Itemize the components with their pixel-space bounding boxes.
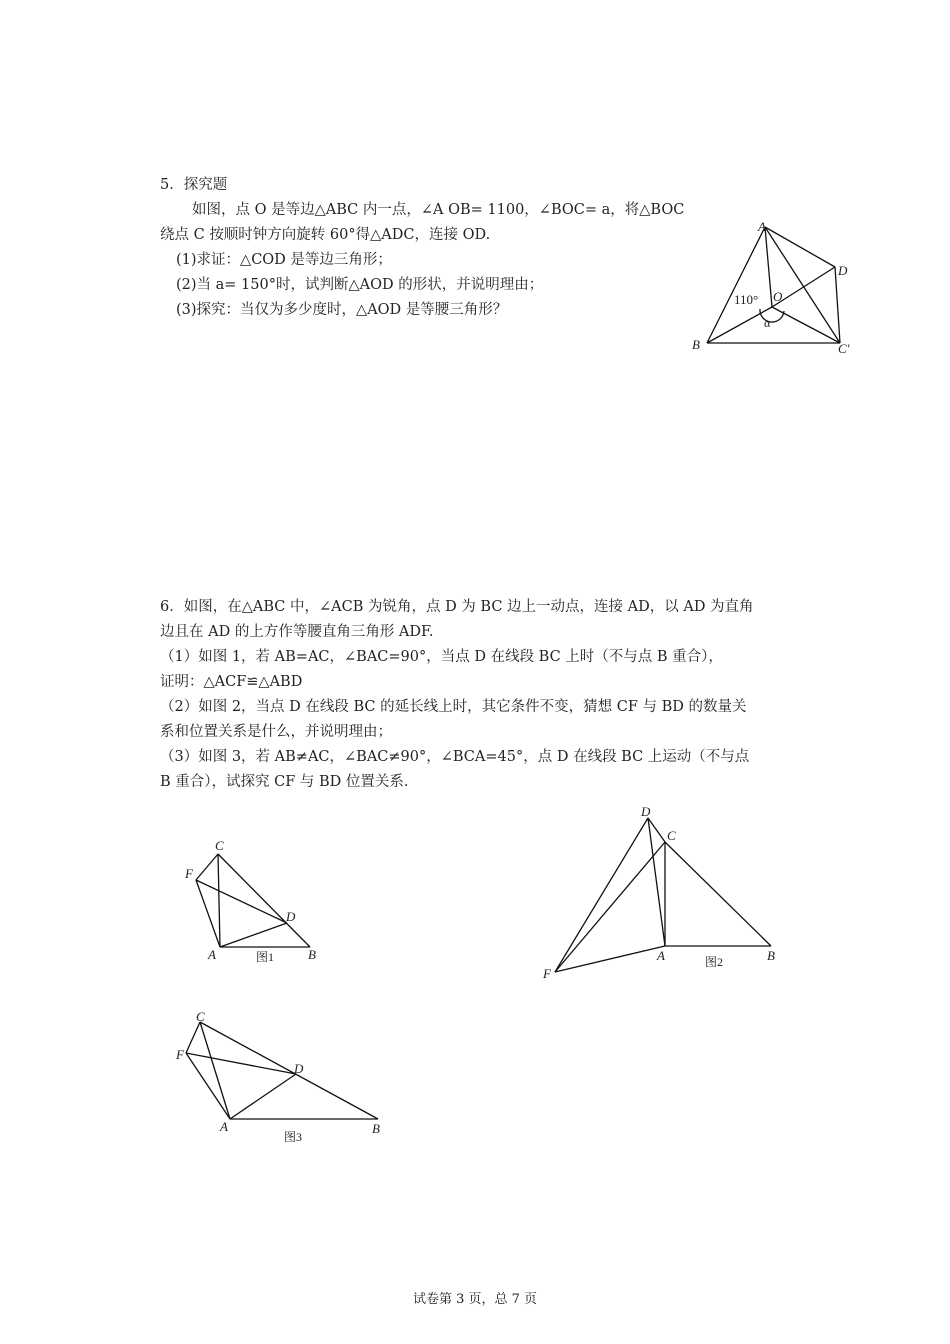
- q5-heading: 5．探究题: [160, 177, 228, 193]
- fig3-seg-CB: [200, 1022, 378, 1119]
- fig2-label-C: C: [667, 828, 676, 843]
- q6-figure-3: [170, 1005, 400, 1159]
- q5-label-O: O: [773, 289, 783, 304]
- fig1-seg-FC: [196, 854, 218, 880]
- q5-angle-alpha: α: [764, 316, 771, 330]
- fig2-label-D: D: [641, 804, 651, 819]
- q6-line8: B 重合），试探究 CF 与 BD 位置关系.: [160, 774, 409, 790]
- fig2-label-B: B: [767, 948, 775, 963]
- fig1-seg-AC: [218, 854, 220, 947]
- fig1-label-C: C: [215, 838, 224, 853]
- q5-figure: [680, 215, 870, 369]
- fig3-label-B: B: [372, 1121, 380, 1136]
- q5-seg-OC: [772, 307, 840, 343]
- fig3-label-F: F: [176, 1047, 184, 1062]
- q5-seg-AO: [765, 227, 772, 307]
- fig2-label-F: F: [543, 966, 551, 981]
- fig2-seg-FA: [555, 946, 665, 972]
- q6-figure-1-svg: [180, 832, 340, 972]
- fig3-seg-AF: [186, 1053, 230, 1119]
- q5-part1: (1)求证：△COD 是等边三角形；: [176, 252, 392, 268]
- q6-figure-2-svg: [535, 800, 795, 990]
- q6-line5: （2）如图 2，当点 D 在线段 BC 的延长线上时，其它条件不变，猜想 CF 与 BD 的数量关: [160, 699, 747, 715]
- q5-seg-AB: [707, 227, 765, 343]
- q5-label-A: A: [758, 219, 766, 234]
- q6-figure-1: [180, 832, 340, 976]
- fig3-label-D: D: [294, 1061, 304, 1076]
- fig2-seg-CF: [555, 842, 665, 972]
- fig1-caption: 图1: [256, 950, 275, 964]
- q6-line3: （1）如图 1，若 AB=AC，∠BAC=90°，当点 D 在线段 BC 上时（不与点 B 重合），: [160, 649, 723, 665]
- q5-line1: 如图，点 O 是等边△ABC 内一点，∠A OB= 1100，∠BOC= a，将△BOC: [192, 202, 685, 218]
- q5-part3: (3)探究：当仅为多少度时，△AOD 是等腰三角形？: [176, 302, 508, 318]
- page-footer: 试卷第 3 页，总 7 页: [412, 1292, 538, 1307]
- fig1-seg-CB: [218, 854, 310, 947]
- fig3-label-C: C: [196, 1009, 205, 1024]
- fig2-label-A: A: [657, 948, 665, 963]
- q6-line7: （3）如图 3，若 AB≠AC，∠BAC≠90°，∠BCA=45°，点 D 在线段 BC 上运动（不与点: [160, 749, 750, 765]
- q6-line1: 6．如图，在△ABC 中，∠ACB 为锐角，点 D 为 BC 边上一动点，连接 AD，以 AD 为直角: [160, 599, 754, 615]
- q6-line6: 系和位置关系是什么，并说明理由；: [160, 724, 392, 740]
- q5-seg-DC: [835, 267, 840, 343]
- fig2-seg-DF: [555, 818, 648, 972]
- fig2-seg-CB: [665, 842, 771, 946]
- q5-line2: 绕点 C 按顺时钟方向旋转 60°得△ADC，连接 OD.: [160, 227, 491, 243]
- fig1-label-A: A: [208, 947, 216, 962]
- fig3-seg-FD: [186, 1053, 296, 1074]
- q6-line4: 证明：△ACF≌△ABD: [160, 674, 303, 690]
- q5-seg-AD: [765, 227, 835, 267]
- q5-seg-BO: [707, 307, 772, 343]
- q5-label-C: C': [838, 341, 850, 356]
- fig3-seg-AD: [230, 1074, 296, 1119]
- fig1-seg-AD: [220, 923, 287, 947]
- fig3-label-A: A: [220, 1119, 228, 1134]
- q6-figure-3-svg: [170, 1005, 400, 1155]
- q5-part2: (2)当 a= 150°时，试判断△AOD 的形状，并说明理由；: [176, 277, 544, 293]
- q5-seg-AC: [765, 227, 840, 343]
- fig1-label-B: B: [308, 947, 316, 962]
- q6-figure-2: [535, 800, 795, 994]
- q6-line2: 边且在 AD 的上方作等腰直角三角形 ADF.: [160, 624, 434, 640]
- fig3-seg-FC: [186, 1022, 200, 1053]
- q5-angle-110: 110°: [734, 292, 759, 307]
- fig3-caption: 图3: [284, 1130, 303, 1144]
- q5-figure-svg: [680, 215, 870, 365]
- fig2-seg-DA: [648, 818, 665, 946]
- q5-label-D: D: [838, 263, 848, 278]
- fig1-label-D: D: [286, 909, 296, 924]
- q5-label-B: B: [692, 337, 700, 352]
- fig1-label-F: F: [185, 866, 193, 881]
- fig2-caption: 图2: [705, 955, 724, 969]
